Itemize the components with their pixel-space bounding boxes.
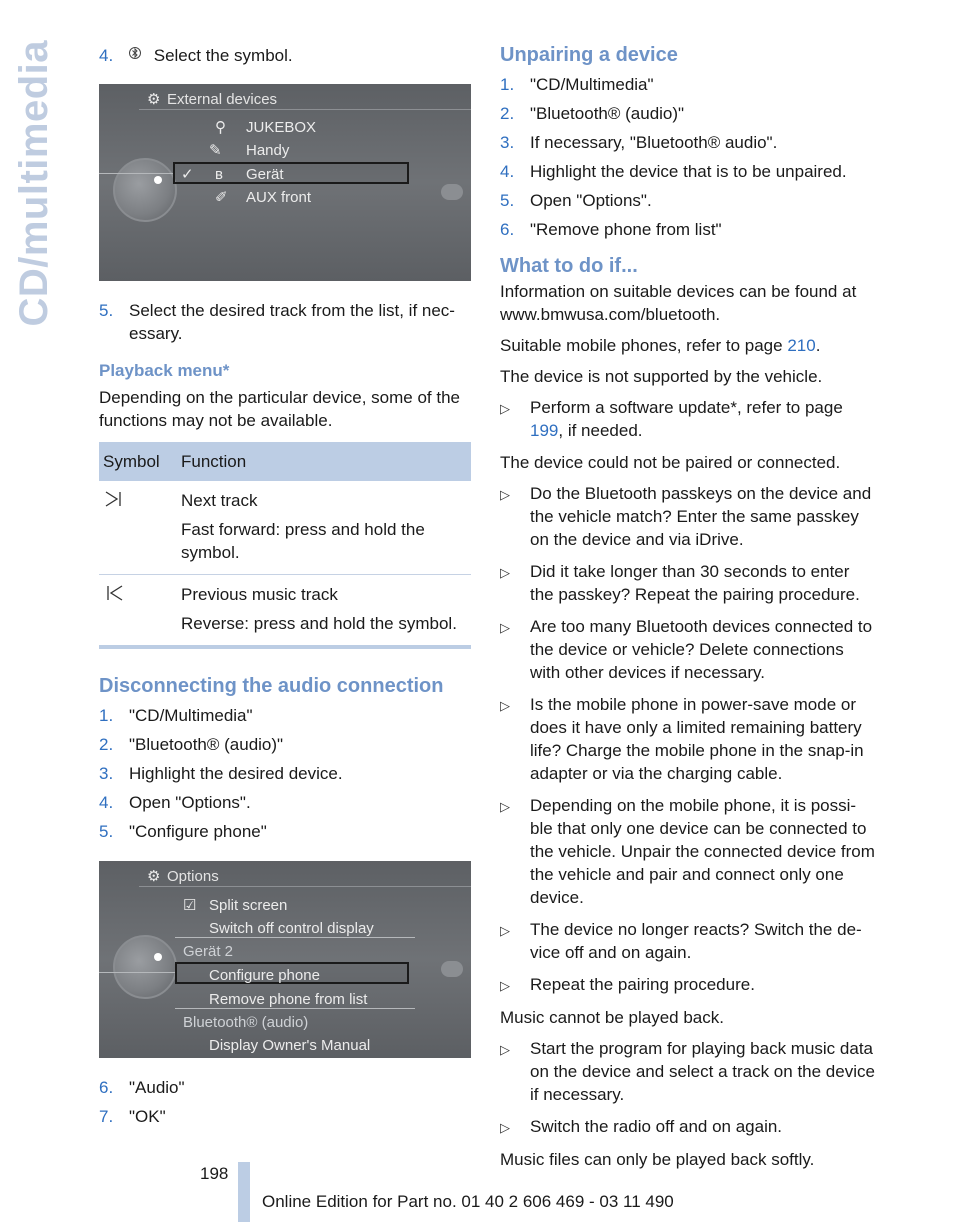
settings-icon: ⚙ [147,91,161,108]
page-link[interactable]: 210 [787,336,816,355]
list-item: 3. If necessary, "Bluetooth® audio". [500,133,778,152]
scroll-knob-icon [441,961,463,977]
scroll-knob-icon [441,184,463,200]
option-switch-off-display[interactable]: Switch off control display [209,920,374,937]
list-item: 1. "CD/Multimedia" [500,75,654,94]
left-column [99,44,471,1134]
triangle-bullet-icon: ▷ [500,620,510,635]
selection-highlight [173,162,409,184]
settings-icon: ⚙ [147,868,161,885]
function-description: Reverse: press and hold the symbol. [181,614,457,633]
triangle-bullet-icon: ▷ [500,799,510,814]
triangle-bullet-icon: ▷ [500,1120,510,1135]
external-devices-screen [99,84,471,281]
list-item: ▷ Repeat the pairing procedure. [500,973,875,997]
triangle-bullet-icon: ▷ [500,565,510,580]
table-header-function: Function [177,442,471,481]
step-select-symbol [99,44,471,68]
list-item: 2. "Bluetooth® (audio)" [99,735,284,754]
disconnect-heading: Disconnecting the audio connection [99,675,444,697]
not-supported-paragraph: The device is not supported by the vehicle. [500,367,823,386]
option-split-screen[interactable]: Split screen [209,897,288,914]
list-item: 4. Open "Options". [99,793,251,812]
music-bullets [500,1037,875,1139]
triangle-bullet-icon: ▷ [500,401,510,416]
option-configure-phone[interactable]: Configure phone [209,967,320,984]
music-cannot-paragraph: Music cannot be played back. [500,1008,724,1027]
options-screen [99,861,471,1058]
split-screen-icon: ☑ [183,897,197,914]
side-tab-label: CD/multimedia [11,40,56,327]
playback-menu-heading: Playback menu* [99,361,230,380]
list-item: ▷ The device no longer reacts? Switch the de‐vice off and on again. [500,920,862,962]
table-header-symbol: Symbol [99,442,177,481]
function-title: Previous music track [181,585,338,604]
footer-bar [238,1162,250,1222]
step-number: 4. [99,46,114,65]
list-item: 6. "Audio" [99,1078,185,1097]
suitable-phones-paragraph: Suitable mobile phones, refer to page 210. [500,336,821,355]
triangle-bullet-icon: ▷ [500,698,510,713]
list-item: 6. "Remove phone from list" [500,220,722,239]
unpair-heading: Unpairing a device [500,44,678,66]
what-to-do-heading: What to do if... [500,255,638,277]
list-item: ▷ Depending on the mobile phone, it is possi‐ble that only one device can be connected to the vehicle. Unpair the connected device from the vehicle and pair and connect only one device. [500,796,875,907]
controller-knob-icon [113,935,177,999]
group-bluetooth-audio: Bluetooth® (audio) [183,1014,309,1031]
triangle-bullet-icon: ▷ [500,487,510,502]
usb-icon: ⚲ [215,119,226,136]
group-geraet-2: Gerät 2 [183,943,234,960]
list-item: ▷ Perform a software update*, refer to page 199, if needed. [500,398,843,440]
side-tab [6,40,62,340]
list-item: ▷ Are too many Bluetooth devices connected to the device or vehicle? Delete connections with other devices if necessary. [500,617,873,682]
list-item: 1. "CD/Multimedia" [99,706,253,725]
info-paragraph: Information on suitable devices can be found at www.bmwusa.com/bluetooth. [500,282,857,324]
device-geraet[interactable]: Gerät [246,166,284,183]
function-description: Fast forward: press and hold the symbol. [181,520,425,562]
device-aux-front[interactable]: AUX front [246,189,312,206]
page-number: 198 [200,1164,229,1183]
list-item: ▷ Do the Bluetooth passkeys on the device and the vehicle match? Enter the same passkey on the device and via iDrive. [500,484,872,549]
list-item: ▷ Did it take longer than 30 seconds to enter the passkey? Repeat the pairing procedure. [500,562,860,604]
list-item: 3. Highlight the desired device. [99,764,343,783]
next-track-icon[interactable] [105,491,123,507]
softly-paragraph: Music files can only be played back softly. [500,1150,815,1169]
pairing-bullets [500,482,875,997]
page-link[interactable]: 199 [530,421,559,440]
disconnect-steps [99,704,471,843]
triangle-bullet-icon: ▷ [500,978,510,993]
triangle-bullet-icon: ▷ [500,923,510,938]
list-item: ▷ Start the program for playing back music data on the device and select a track on the device if necessary. [500,1039,875,1104]
list-item: ▷ Is the mobile phone in power-save mode or does it have only a limited remaining battery life? Charge the mobile phone in the snap-in adapter or via the charging cable. [500,695,864,783]
bluetooth-icon: ʙ [215,166,223,183]
option-remove-phone[interactable]: Remove phone from list [209,991,368,1008]
table-row [99,481,471,575]
device-handy[interactable]: Handy [246,142,290,159]
list-item: 2. "Bluetooth® (audio)" [500,104,685,123]
list-item: 7. "OK" [99,1107,166,1126]
step-select-track: 5. Select the desired track from the list, if nec‐essary. [99,301,455,343]
controller-knob-icon [113,158,177,222]
function-title: Next track [181,491,258,510]
list-item: 5. Open "Options". [500,191,652,210]
list-item: 4. Highlight the device that is to be unpaired. [500,162,847,181]
right-column [500,44,875,1179]
symbol-table [99,442,471,649]
unpair-steps [500,73,875,241]
bluetooth-icon [129,45,149,68]
online-edition-line: Online Edition for Part no. 01 40 2 606 469 - 03 11 490 [262,1192,674,1211]
triangle-bullet-icon: ▷ [500,1042,510,1057]
device-jukebox[interactable]: JUKEBOX [246,119,317,136]
list-item: 5. "Configure phone" [99,822,267,841]
check-icon: ✓ [181,166,194,183]
screen-title: Options [167,868,219,885]
previous-track-icon[interactable] [105,585,123,601]
table-row [99,575,471,648]
phone-icon: ✎ [209,142,222,159]
final-steps [99,1076,471,1128]
option-owners-manual[interactable]: Display Owner's Manual [209,1037,371,1054]
step-text: Select the symbol. [153,46,293,65]
not-paired-paragraph: The device could not be paired or connected. [500,453,841,472]
playback-intro: Depending on the particular device, some of the functions may not be available. [99,388,461,430]
plug-icon: ✐ [215,189,228,206]
screen-title: External devices [167,91,278,108]
list-item: ▷ Switch the radio off and on again. [500,1115,875,1139]
